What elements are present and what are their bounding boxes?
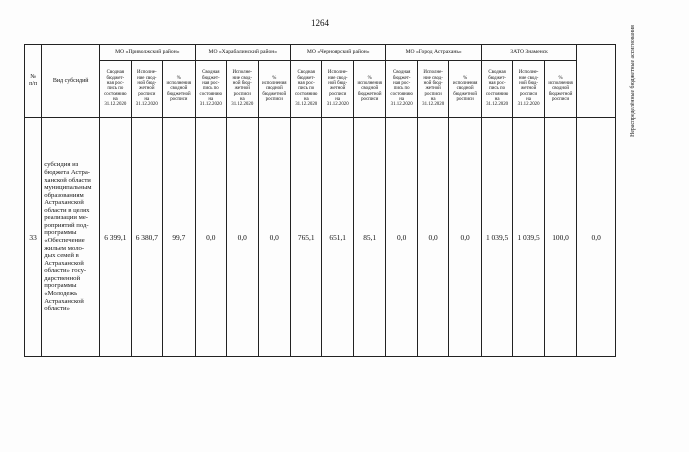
group-chernoyarsky: МО «Черноярский район» [291, 45, 386, 61]
cell-value: 0,0 [449, 118, 482, 357]
subsidy-table [24, 25, 637, 357]
cell-value: 1 039,5 [513, 118, 544, 357]
sub-header-plan: Сводная бюджет- ная рос- пись по состоянию на 31.12.2020 [195, 61, 226, 118]
sub-header-percent: % исполнения сводной бюджетной росписи [544, 61, 577, 118]
page-number: 1264 [311, 18, 329, 28]
group-kharabalinsky: МО «Харабалинский район» [195, 45, 290, 61]
group-znamensk: ЗАТО Знаменск [481, 45, 576, 61]
cell-value: 0,0 [195, 118, 226, 357]
header-row-number: № п/п [25, 45, 42, 118]
cell-value: 0,0 [258, 118, 291, 357]
cell-value: 6 399,1 [100, 118, 131, 357]
sub-header-execution: Исполне- ние свод- ной бюд- жетной росписи на 31.12.2020 [227, 61, 258, 118]
cell-value: 85,1 [353, 118, 386, 357]
cell-value: 6 380,7 [131, 118, 162, 357]
cell-value: 99,7 [163, 118, 196, 357]
group-astrakhan-city: МО «Город Астрахань» [386, 45, 481, 61]
cell-value: 651,1 [322, 118, 353, 357]
sub-header-execution: Исполне- ние свод- ной бюд- жетной росписи на 31.12.2020 [131, 61, 162, 118]
sub-header-execution: Исполне- ние свод- ной бюд- жетной росписи на 31.12.2020 [322, 61, 353, 118]
sub-header-plan: Сводная бюджет- ная рос- пись по состоянию на 31.12.2020 [100, 61, 131, 118]
sub-header-execution: Исполне- ние свод- ной бюд- жетной росписи на 31.12.2020 [417, 61, 448, 118]
cell-value: 0,0 [227, 118, 258, 357]
header-unallocated: Нераспределённые бюджетные ассигнования [577, 45, 616, 118]
sub-header-plan: Сводная бюджет- ная рос- пись по состоянию на 31.12.2020 [291, 61, 322, 118]
header-subsidy-type: Вид субсидий [42, 45, 100, 118]
cell-value: 1 039,5 [481, 118, 512, 357]
sub-header-percent: % исполнения сводной бюджетной росписи [163, 61, 196, 118]
cell-value: 0,0 [386, 118, 417, 357]
subsidy-description: субсидия из бюджета Астра- ханской области муниципальным образованиям Астраханской области в целях реализации ме- роприятий под- программы «Обеспечение жильем моло- дых семей в Астраханской области» госу- дарственной программы «Молодежь Астраханской области» [42, 118, 100, 357]
row-number: 33 [25, 118, 42, 357]
cell-value: 0,0 [417, 118, 448, 357]
group-privolzhsky: МО «Приволжский район» [100, 45, 195, 61]
sub-header-percent: % исполнения сводной бюджетной росписи [353, 61, 386, 118]
cell-value: 765,1 [291, 118, 322, 357]
cell-value: 100,0 [544, 118, 577, 357]
sub-header-plan: Сводная бюджет- ная рос- пись по состоянию на 31.12.2020 [481, 61, 512, 118]
table-row [25, 118, 616, 357]
sub-header-percent: % исполнения сводной бюджетной росписи [258, 61, 291, 118]
sub-header-plan: Сводная бюджет- ная рос- пись по состоянию на 31.12.2020 [386, 61, 417, 118]
cell-value: 0,0 [577, 118, 616, 357]
sub-header-percent: % исполнения сводной бюджетной росписи [449, 61, 482, 118]
sub-header-execution: Исполне- ние свод- ной бюд- жетной росписи на 31.12.2020 [513, 61, 544, 118]
